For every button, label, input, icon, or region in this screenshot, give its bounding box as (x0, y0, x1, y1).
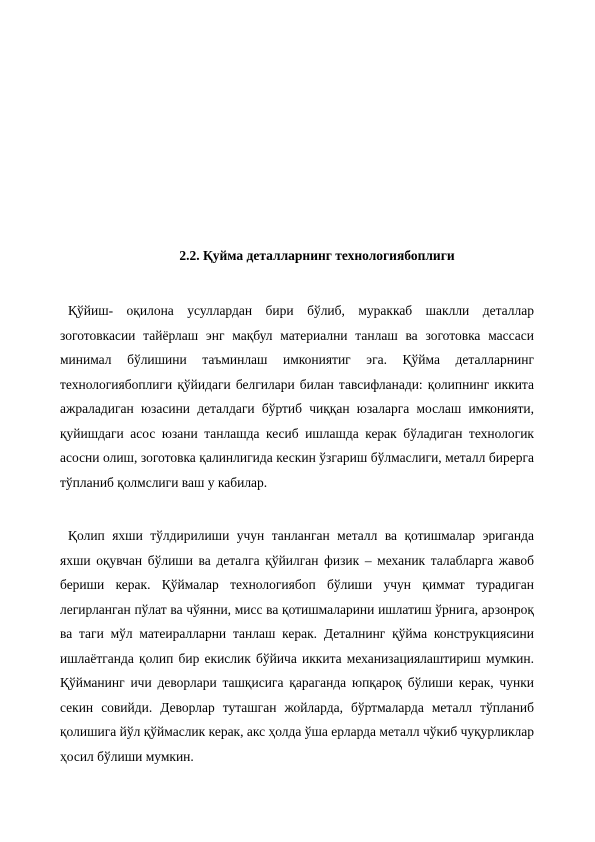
paragraph-1 (60, 299, 534, 495)
paragraph-2 (60, 524, 534, 769)
section-heading: 2.2. Қуйма деталларнинг технологиябоплиги (179, 248, 455, 263)
paragraph-1-text: Қўйиш- оқилона усуллардан бири бўлиб, мураккаб шаклли деталлар зоготовкасии тайёрлаш энг мақбул материални танлаш ва зоготовка массаси минимал бўлишини таъминлаш имкониятиг эга. Қўйма деталларнинг технологиябоплиги қўйидаги белгилари билан тавсифланади: қолипнинг иккита ажраладиган юзасини деталдаги бўртиб чиққан юзаларга мослаш имконияти, қуйишдаги асос юзани танлашда кесиб ишлашда керак бўладиган технологик асосни олиш, зоготовка қалинлигида кескин ўзгариш бўлмаслиги, металл бирерга тўпланиб қолмслиги ваш у кабилар. (60, 303, 534, 490)
paragraph-2-text: Қолип яхши тўлдирилиши учун танланган металл ва қотишмалар эриганда яхши оқувчан бўлиши ва деталга қўйилган физик – механик талабларга жавоб бериши керак. Қўймалар технологиябоп бўлиши учун қиммат турадиган легирланган пўлат ва чўянни, мисс ва қотишмаларини ишлатиш ўрнига, арзонроқ ва таги мўл матеиралларни танлаш керак. Деталнинг қўйма конструкциясини ишлаётганда қолип бир екислик бўйича иккита механизациялаштириш мумкин. Қўйманинг ичи деворлари ташқисига қараганда юпқароқ бўлиши керак, чунки секин совийди. Деворлар туташган жойларда, бўртмаларда металл тўпланиб қолишига йўл қўймаслик керак, акс ҳолда ўша ерларда металл чўкиб чуқурликлар ҳосил бўлиши мумкин. (60, 528, 534, 764)
